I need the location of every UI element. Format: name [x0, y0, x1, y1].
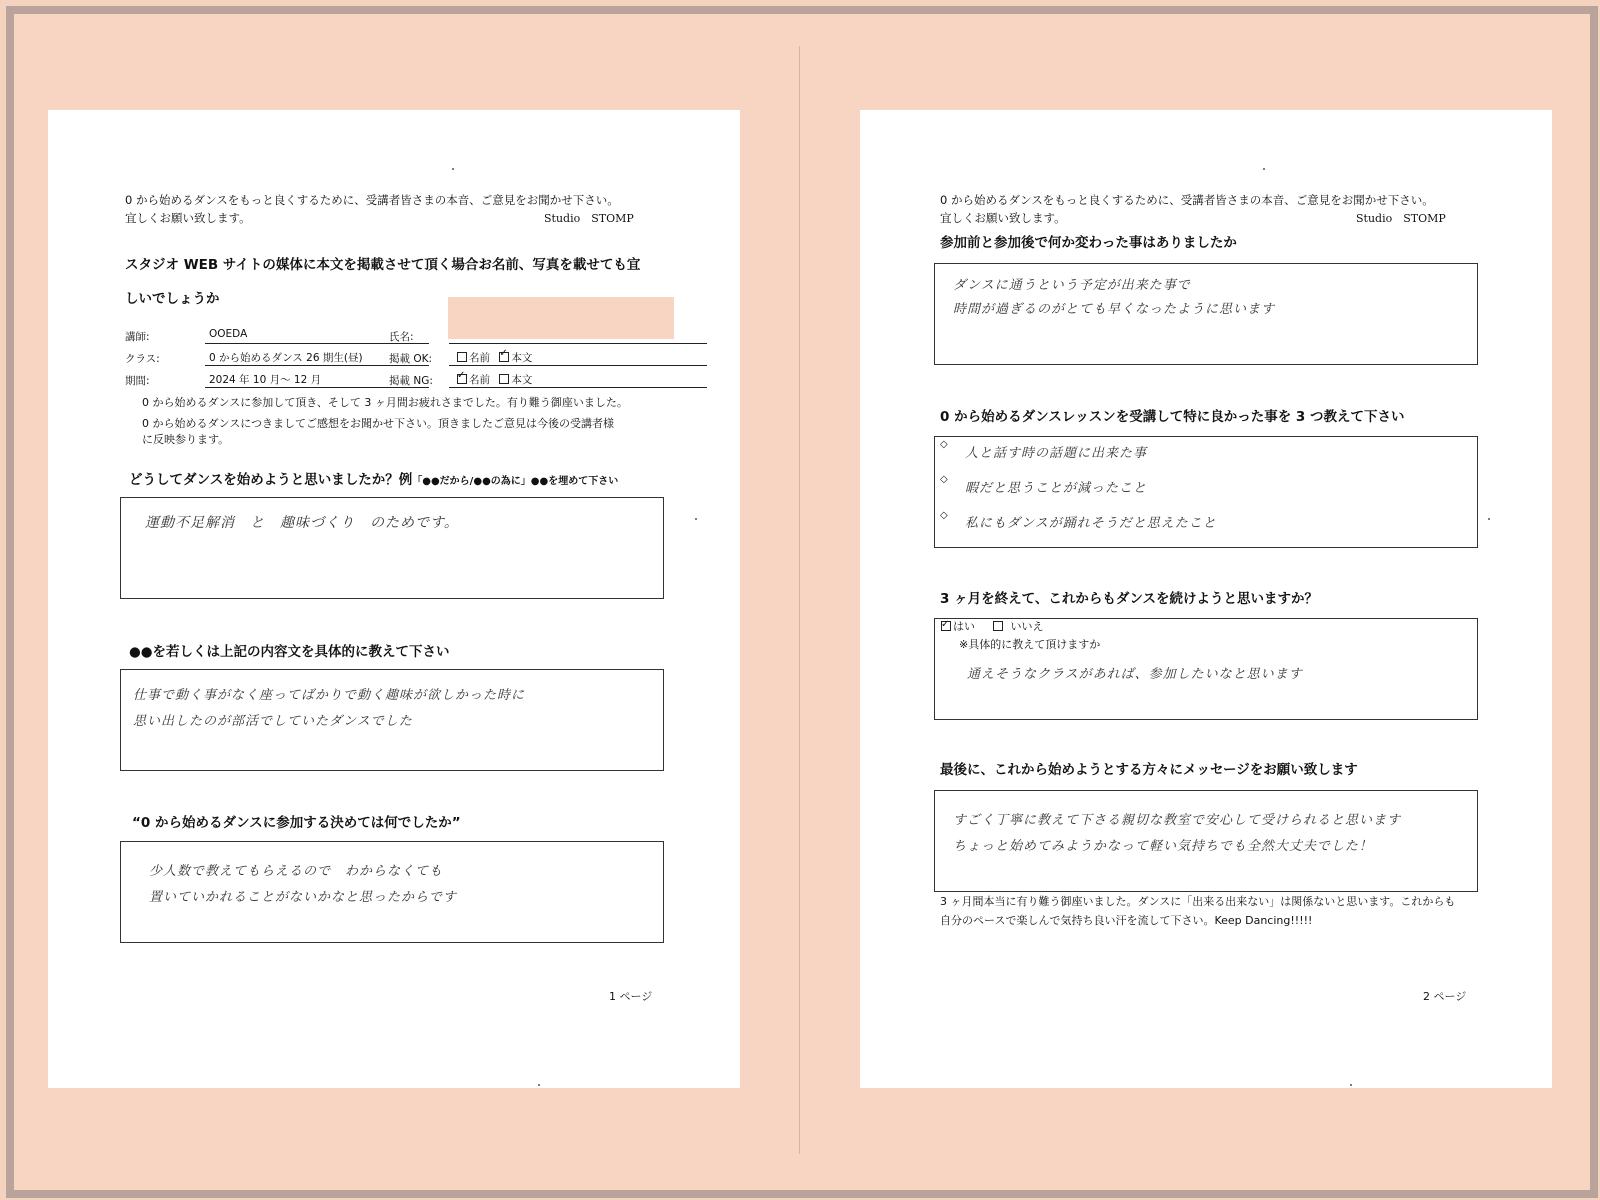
name-label: 氏名: [389, 331, 414, 343]
publish-ok-label: 掲載 OK: [389, 353, 433, 365]
publish-ng-body-checkbox[interactable] [499, 374, 509, 384]
bullet-diamond-icon: ◇ [940, 474, 948, 485]
q2-question: ●●を若しくは上記の内容文を具体的に教えて下さい [129, 644, 450, 660]
publish-ng-body-label: 本文 [511, 374, 533, 386]
q5-item-3: 私にもダンスが踊れそうだと思えたこと [965, 516, 1217, 531]
q6-detail-prompt: ※具体的に教えて頂けますか [959, 638, 1101, 651]
scan-speck [538, 1084, 540, 1086]
q1-answer: 運動不足解消 と 趣味づくり のためです。 [145, 515, 459, 531]
consent-heading-line-2: しいでしょうか [125, 291, 220, 307]
publish-ok-body-label: 本文 [511, 352, 533, 364]
instructor-value: OOEDA [205, 328, 429, 344]
class-value: 0 から始めるダンス 26 期生(昼) [205, 350, 429, 366]
closing-line-2: 自分のペースで楽しんで気持ち良い汗を流して下さい。Keep Dancing!!!!! [940, 914, 1313, 927]
q7-answer-line-1: すごく丁寧に教えて下さる親切な教室で安心して受けられると思います [953, 813, 1402, 828]
q5-question: 0 から始めるダンスレッスンを受講して特に良かった事を 3 つ教えて下さい [940, 409, 1405, 425]
publish-ok-options [449, 350, 707, 366]
publish-ng-name-checkbox[interactable] [457, 374, 467, 384]
publish-ok-name-label: 名前 [469, 352, 490, 364]
q2-answer-box[interactable] [120, 669, 664, 771]
q1-question [129, 468, 618, 488]
page-number: 1 ページ [609, 990, 653, 1003]
request-line-1: 0 から始めるダンスにつきましてご感想をお聞かせ下さい。頂きましたご意見は今後の受講者様 [142, 417, 615, 430]
publish-ng-name-label: 名前 [469, 374, 490, 386]
studio-name: Studio STOMP [1356, 212, 1446, 225]
q6-choice-row [941, 619, 1044, 635]
q7-answer-box[interactable] [934, 790, 1478, 892]
intro-line-1: 0 から始めるダンスをもっと良くするために、受講者皆さまの本音、ご意見をお聞かせ下さい。 [940, 193, 1434, 207]
q6-answer: 通えそうなクラスがあれば、参加したいなと思います [967, 667, 1303, 682]
publish-ok-body-checkbox[interactable] [499, 352, 509, 362]
q2-answer-line-2: 思い出したのが部活でしていたダンスでした [133, 714, 413, 729]
scan-speck [1350, 1084, 1352, 1086]
consent-heading-line-1: スタジオ WEB サイトの媒体に本文を掲載させて頂く場合お名前、写真を載せても宜 [125, 257, 641, 273]
scan-speck [1488, 518, 1490, 520]
intro-line-2: 宜しくお願い致します。 [125, 211, 251, 225]
intro-line-1: 0 から始めるダンスをもっと良くするために、受講者皆さまの本音、ご意見をお聞かせ下さい。 [125, 193, 619, 207]
q1-question-text: どうしてダンスを始めようと思いましたか？例 [129, 472, 413, 488]
q3-answer-line-1: 少人数で教えてもらえるので わからなくても [149, 864, 444, 879]
publish-ng-options [449, 372, 707, 388]
q6-question: 3 ヶ月を終えて、これからもダンスを続けようと思いますか？ [940, 591, 1319, 607]
q1-example: 「●●だから/●●の為に」●●を埋めて下さい [412, 476, 619, 487]
page-divider [799, 46, 800, 1154]
publish-ok-name-checkbox[interactable] [457, 352, 467, 362]
q7-question: 最後に、これから始めようとする方々にメッセージをお願い致します [940, 762, 1358, 778]
q6-yes-label: はい [953, 620, 975, 633]
bullet-diamond-icon: ◇ [940, 439, 948, 450]
q4-answer-box[interactable] [934, 263, 1478, 365]
instructor-label: 講師: [125, 331, 150, 343]
q4-answer-line-1: ダンスに通うという予定が出来た事で [953, 278, 1191, 293]
q6-answer-box[interactable] [934, 618, 1478, 720]
thanks-line: 0 から始めるダンスに参加して頂き、そして 3 ヶ月間お疲れさまでした。有り難う御座いました。 [142, 396, 628, 409]
q5-item-2: 暇だと思うことが減ったこと [965, 481, 1148, 496]
q6-yes-checkbox[interactable] [941, 621, 951, 631]
period-label: 期間: [125, 375, 150, 387]
q5-item-1: 人と話す時の話題に出来た事 [965, 446, 1148, 461]
q3-answer-line-2: 置いていかれることがないかなと思ったからです [149, 890, 457, 905]
period-value: 2024 年 10 月～ 12 月 [205, 372, 429, 388]
intro-line-2: 宜しくお願い致します。 [940, 211, 1066, 225]
request-line-2: に反映参ります。 [142, 433, 230, 446]
q7-answer-line-2: ちょっと始めてみようかなって軽い気持ちでも全然大丈夫でした！ [953, 839, 1373, 854]
q1-answer-box[interactable] [120, 497, 664, 599]
scan-speck [1263, 168, 1265, 170]
q4-question: 参加前と参加後で何か変わった事はありましたか [940, 235, 1237, 251]
scan-speck [695, 518, 697, 520]
q4-answer-line-2: 時間が過ぎるのがとても早くなったように思います [953, 302, 1276, 317]
class-label: クラス: [125, 353, 160, 365]
publish-ng-label: 掲載 NG: [389, 375, 433, 387]
closing-line-1: 3 ヶ月間本当に有り難う御座いました。ダンスに「出来る出来ない」は関係ないと思います。これからも [940, 895, 1456, 908]
q2-answer-line-1: 仕事で動く事がなく座ってばかりで動く趣味が欲しかった時に [133, 688, 526, 703]
name-redaction [448, 297, 674, 339]
scan-speck [452, 168, 454, 170]
q6-no-label: いいえ [1010, 620, 1044, 633]
studio-name: Studio STOMP [544, 212, 634, 225]
q3-question: “0 から始めるダンスに参加する決めては何でしたか” [132, 815, 461, 831]
q5-answer-box[interactable] [934, 436, 1478, 548]
q6-no-checkbox[interactable] [993, 621, 1003, 631]
survey-page-2 [860, 110, 1552, 1088]
page-number: 2 ページ [1423, 990, 1467, 1003]
survey-page-1 [48, 110, 740, 1088]
bullet-diamond-icon: ◇ [940, 510, 948, 521]
q3-answer-box[interactable] [120, 841, 664, 943]
